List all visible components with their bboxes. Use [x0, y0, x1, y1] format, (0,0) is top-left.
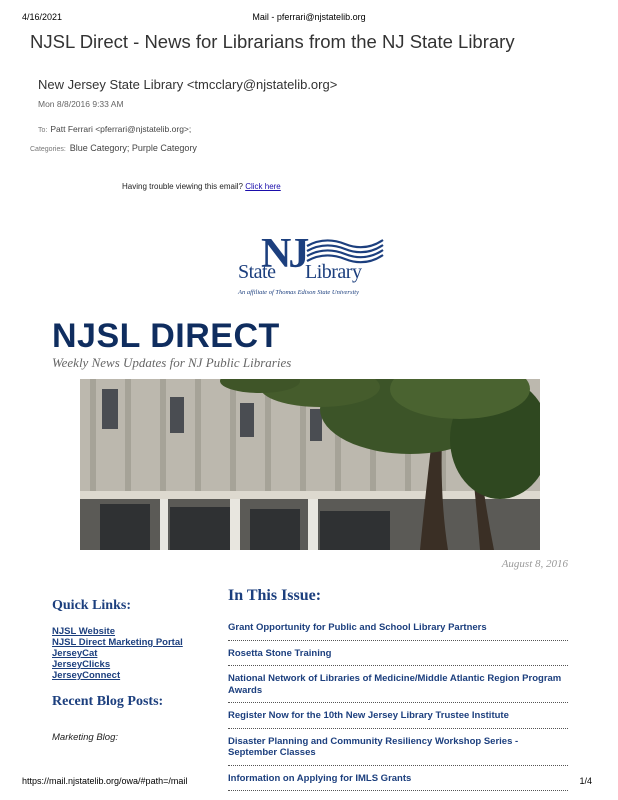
- logo-state-word: State: [238, 261, 276, 283]
- issue-item-link[interactable]: National Network of Libraries of Medicine/Middle Atlantic Region Program Awards: [228, 671, 568, 703]
- categories-label: Categories:: [30, 146, 66, 153]
- logo-library-word: Library: [305, 261, 362, 283]
- email-categories-line: [30, 143, 197, 153]
- quick-links-heading: Quick Links:: [52, 598, 131, 613]
- logo-tagline: An affiliate of Thomas Edison State University: [238, 289, 359, 296]
- issue-date: August 8, 2016: [501, 558, 568, 570]
- quick-link-jerseyclicks[interactable]: JerseyClicks: [52, 659, 111, 670]
- logo-nj-letters: NJ: [261, 231, 307, 277]
- trouble-viewing-text: Having trouble viewing this email?: [122, 182, 243, 191]
- print-page-number: 1/4: [579, 776, 592, 786]
- print-footer-url: https://mail.njstatelib.org/owa/#path=/mail: [22, 776, 188, 786]
- email-to-line: [38, 124, 191, 134]
- quick-link-njsl-website[interactable]: NJSL Website: [52, 626, 116, 637]
- issue-item-link[interactable]: Rosetta Stone Training: [228, 646, 568, 667]
- issue-item-link[interactable]: Grant Opportunity for Public and School Library Partners: [228, 620, 568, 641]
- click-here-link[interactable]: Click here: [245, 182, 281, 191]
- issue-item-link[interactable]: Register Now for the 10th New Jersey Library Trustee Institute: [228, 708, 568, 729]
- library-building-photo: [80, 379, 540, 550]
- recent-blog-posts-heading: Recent Blog Posts:: [52, 694, 164, 709]
- email-categories: Blue Category; Purple Category: [69, 143, 197, 153]
- to-label: To:: [38, 127, 48, 134]
- quick-link-item: [52, 659, 183, 670]
- print-date: 4/16/2021: [22, 12, 63, 22]
- email-recipient[interactable]: Patt Ferrari <pferrari@njstatelib.org>;: [50, 124, 192, 134]
- email-sent-date: Mon 8/8/2016 9:33 AM: [38, 99, 124, 109]
- nj-state-library-logo: [235, 231, 385, 300]
- quick-link-item: [52, 670, 183, 681]
- trouble-viewing-line: [122, 182, 281, 191]
- email-subject: NJSL Direct - News for Librarians from the NJ State Library: [30, 31, 515, 52]
- newsletter-subtitle: Weekly News Updates for NJ Public Libraries: [52, 355, 292, 370]
- quick-link-jerseyconnect[interactable]: JerseyConnect: [52, 670, 121, 681]
- in-this-issue-heading: In This Issue:: [228, 587, 322, 604]
- building-illustration: [80, 379, 540, 550]
- quick-link-jerseycat[interactable]: JerseyCat: [52, 648, 98, 659]
- marketing-blog-label: Marketing Blog:: [52, 732, 119, 743]
- issue-item-link[interactable]: Information on Applying for IMLS Grants: [228, 771, 568, 792]
- quick-link-marketing-portal[interactable]: NJSL Direct Marketing Portal: [52, 637, 183, 648]
- print-title: Mail - pferrari@njstatelib.org: [252, 12, 366, 22]
- quick-link-item: [52, 637, 183, 648]
- newsletter-masthead: NJSL DIRECT: [52, 317, 280, 355]
- email-sender[interactable]: New Jersey State Library <tmcclary@njstatelib.org>: [38, 77, 338, 92]
- quick-link-item: [52, 648, 183, 659]
- quick-link-item: [52, 626, 183, 637]
- quick-links-list: [52, 626, 183, 681]
- in-this-issue-list: [228, 620, 568, 796]
- issue-item-link[interactable]: Disaster Planning and Community Resiliency Workshop Series - September Classes: [228, 734, 568, 766]
